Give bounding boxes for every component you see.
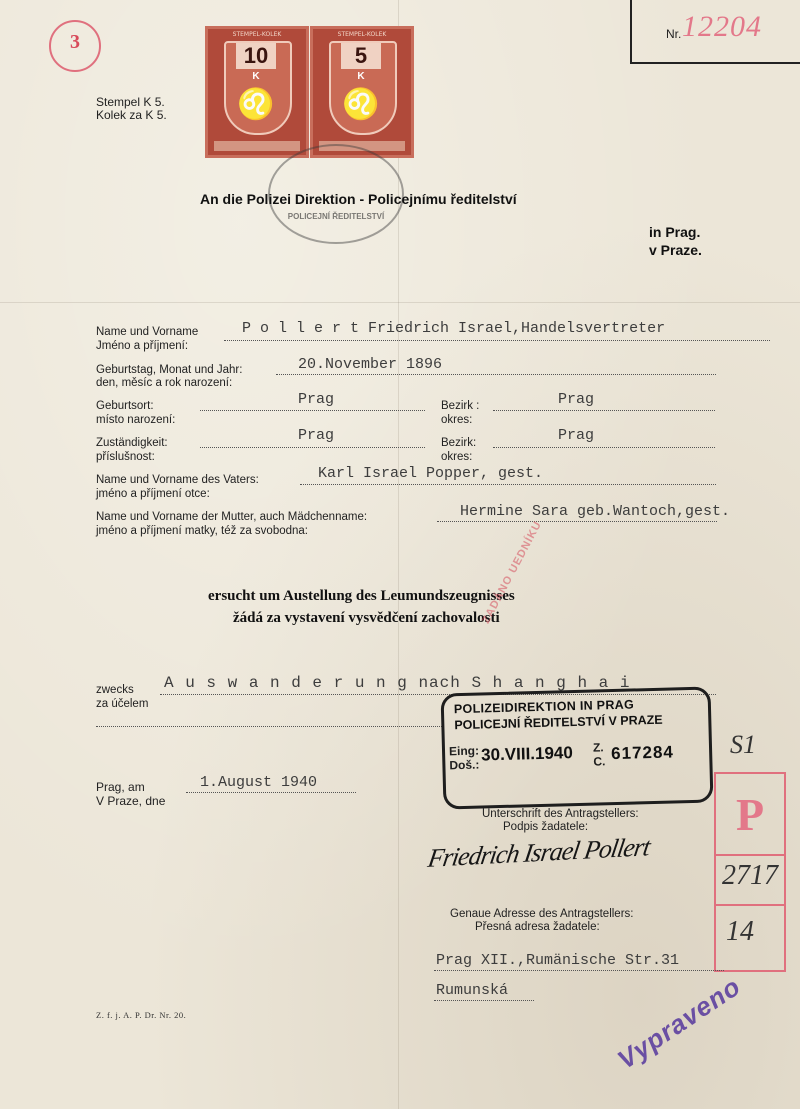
birth-place-label-de: Geburtsort: [96, 400, 154, 412]
applicant-address-line-2-rule [434, 1000, 534, 1001]
receipt-number: 617284 [610, 742, 675, 764]
name-label-de: Name und Vorname [96, 326, 199, 338]
revenue-stamp-footer [214, 141, 300, 151]
purpose-label-de: zwecks [96, 684, 134, 696]
addressee-city-cz: v Praze. [649, 242, 702, 258]
mother-value: Hermine Sara geb.Wantoch,gest. [460, 503, 731, 520]
revenue-stamp-currency: K [252, 71, 260, 82]
fold-line-vertical [398, 0, 399, 1109]
father-line [300, 484, 716, 485]
request-line-cz: žádá za vystavení vysvědčení zachovalosti [233, 610, 500, 626]
lion-emblem-icon: ♌ [237, 88, 275, 121]
mother-line [437, 521, 717, 522]
registry-box-letter: P [735, 789, 765, 840]
applicant-address-label-de: Genaue Adresse des Antragstellers: [450, 908, 634, 920]
applicant-address-label-cz: Přesná adresa žadatele: [475, 921, 600, 933]
receipt-stamp [441, 686, 714, 809]
birth-place-value: Prag [298, 391, 335, 408]
father-label-cz: jméno a příjmení otce: [96, 488, 210, 500]
jurisdiction-label-de: Zuständigkeit: [96, 437, 168, 449]
receipt-z-label: Z. [592, 740, 604, 755]
stamp-fee-line-1: Stempel K 5. [96, 95, 165, 109]
revenue-stamp-currency: K [357, 71, 365, 82]
birth-district-value: Prag [558, 391, 595, 408]
date-line [186, 792, 356, 793]
number-label: Nr. [666, 27, 682, 41]
birth-date-label-de: Geburtstag, Monat und Jahr: [96, 364, 243, 376]
addressee-city-de: in Prag. [649, 224, 701, 240]
registry-box-divider-1 [716, 854, 784, 856]
receipt-date: 30.VIII.1940 [480, 743, 574, 765]
name-label-cz: Jméno a příjmení: [96, 340, 189, 352]
father-label-de: Name und Vorname des Vaters: [96, 474, 259, 486]
jurisdiction-district-label-de: Bezirk: [441, 437, 477, 449]
birth-place-line [200, 410, 425, 411]
round-stamp-text: POLICEJNÍ ŘEDITELSTVÍ [287, 212, 385, 221]
purpose-line-2 [96, 726, 442, 727]
form-code: Z. f. j. A. P. Dr. Nr. 20. [96, 1010, 187, 1020]
jurisdiction-label-cz: příslušnost: [96, 451, 155, 463]
father-value: Karl Israel Popper, gest. [318, 465, 544, 482]
revenue-stamp-10k [205, 26, 309, 158]
receipt-c-label: C. [593, 754, 606, 769]
name-line [224, 340, 770, 341]
number-box [630, 0, 800, 64]
jurisdiction-district-line [493, 447, 715, 448]
receipt-stamp-line-1: POLIZEIDIREKTION IN PRAG [453, 697, 635, 717]
applicant-signature: Friedrich Israel Pollert [425, 832, 652, 873]
request-line-de: ersucht um Austellung des Leumundszeugnisses [208, 588, 515, 604]
receipt-eing-label: Eing: [448, 743, 480, 759]
receipt-stamp-line-2: POLICEJNÍ ŘEDITELSTVÍ V PRAZE [454, 712, 663, 733]
revenue-stamp-header: STEMPEL-KOLEK [232, 31, 282, 38]
addressee-line: An die Polizei Direktion - Policejnímu ředitelství [200, 191, 517, 207]
birth-date-label-cz: den, měsíc a rok narození: [96, 377, 233, 389]
jurisdiction-district-value: Prag [558, 427, 595, 444]
receipt-dos-label: Doš.: [449, 757, 480, 773]
red-registry-box [714, 772, 786, 972]
purpose-value: A u s w a n d e r u n g nach S h a n g h a i [164, 674, 631, 692]
birth-district-label-de: Bezirk : [441, 400, 480, 412]
corner-circle-stamp [49, 20, 101, 72]
corner-stamp-number: 3 [70, 31, 80, 53]
jurisdiction-value: Prag [298, 427, 335, 444]
date-label-de: Prag, am [96, 780, 145, 794]
registry-box-divider-2 [716, 904, 784, 906]
birth-date-line [276, 374, 716, 375]
birth-district-label-cz: okres: [441, 414, 473, 426]
revenue-stamp-value: 10 [236, 43, 276, 69]
revenue-stamp-header: STEMPEL-KOLEK [337, 31, 387, 38]
side-note: S1 [730, 730, 756, 759]
revenue-stamp-value: 5 [341, 43, 381, 69]
mother-label-cz: jméno a příjmení matky, též za svobodna: [96, 525, 308, 537]
birth-date-value: 20.November 1896 [298, 356, 443, 373]
purpose-label-cz: za účelem [96, 698, 149, 710]
signature-label-cz: Podpis žadatele: [503, 821, 589, 833]
fold-line-horizontal [0, 302, 800, 303]
stamp-fee-line-2: Kolek za K 5. [96, 108, 167, 122]
applicant-address-line-1-rule [434, 970, 724, 971]
registry-box-number-1: 2717 [722, 860, 778, 891]
jurisdiction-district-label-cz: okres: [441, 451, 473, 463]
applicant-address-line-1: Prag XII.,Rumänische Str.31 [436, 952, 680, 969]
mother-label-de: Name und Vorname der Mutter, auch Mädchenname: [96, 511, 368, 523]
diagonal-red-stamp: ZADÁNO UEDNÍKU [480, 519, 545, 626]
name-value: P o l l e r t Friedrich Israel,Handelsvertreter [242, 320, 666, 337]
birth-place-label-cz: místo narození: [96, 414, 176, 426]
purple-dispatch-stamp: Vypraveno [612, 970, 747, 1075]
lion-emblem-icon: ♌ [342, 88, 380, 121]
date-label-cz: V Praze, dne [96, 794, 166, 808]
jurisdiction-line [200, 447, 425, 448]
signature-label-de: Unterschrift des Antragstellers: [482, 808, 639, 820]
number-value: 12204 [682, 10, 762, 43]
applicant-address-line-2: Rumunská [436, 982, 509, 999]
registry-box-number-2: 14 [726, 916, 754, 947]
birth-district-line [493, 410, 715, 411]
revenue-stamp-5k [310, 26, 414, 158]
date-value: 1.August 1940 [200, 774, 318, 791]
